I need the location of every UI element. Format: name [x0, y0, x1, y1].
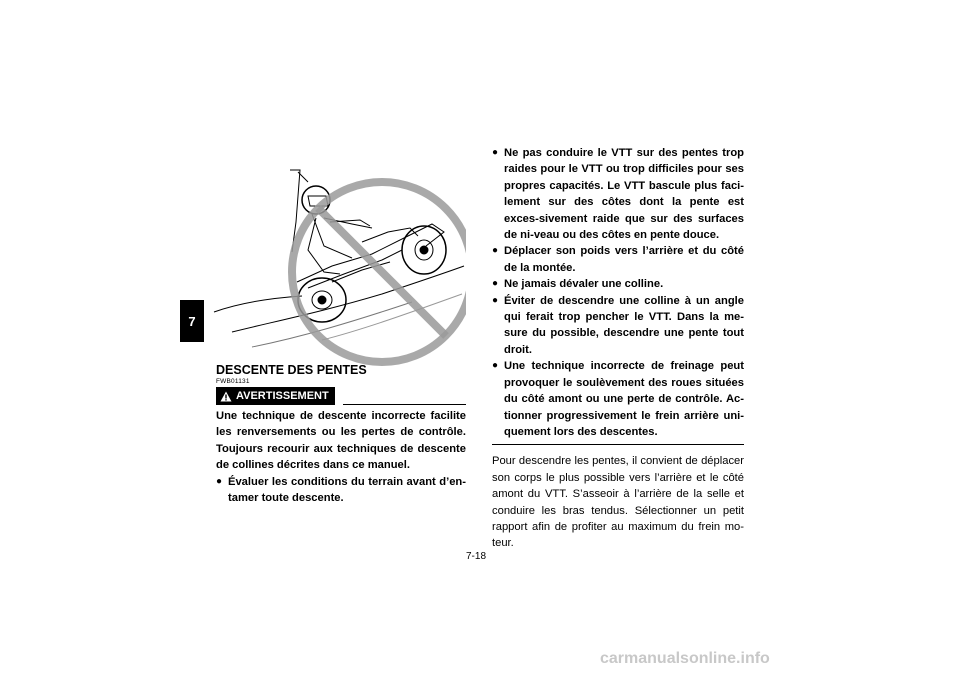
- bullet-item: [216, 474, 466, 507]
- bullet-text: Évaluer les conditions du terrain avant d’en-tamer toute descente.: [228, 475, 466, 505]
- bullet-text: Éviter de descendre une colline à un angle qui ferait trop pencher le VTT. Dans la me-sure du possible, descendre une pente tout droit.: [504, 294, 744, 356]
- bullet-icon: ●: [492, 294, 499, 306]
- bullet-icon: ●: [492, 147, 499, 158]
- warning-triangle-icon: [220, 391, 232, 402]
- bullet-item: [492, 358, 744, 440]
- chapter-tab: [180, 300, 204, 342]
- body-paragraph: Pour descendre les pentes, il convient de déplacer son corps le plus possible vers l’arrière et le côté amont du VTT. S’asseoir à l’arrière de la selle et conduire les bras tendus. Sélectionner un petit rapport afin de profiter au maximum du frein mo-teur.: [492, 455, 744, 550]
- warning-code: FWB01131: [216, 378, 250, 385]
- right-column: [492, 145, 744, 552]
- warning-rule: [343, 404, 466, 405]
- bullet-icon: ●: [492, 278, 499, 290]
- section-title: DESCENTE DES PENTES: [216, 363, 367, 377]
- bullet-text: Une technique incorrecte de freinage peut provoquer le soulèvement des roues situées du côté amont ou une perte de contrôle. Ac-tionner progressivement le frein arrière uni-quement lors des descentes.: [504, 360, 744, 438]
- chapter-number: 7: [188, 313, 196, 329]
- bullet-item: [492, 145, 744, 243]
- warning-end-rule: [492, 444, 744, 445]
- bullet-text: Ne pas conduire le VTT sur des pentes trop raides pour le VTT ou trop difficiles pour ses propres capacités. Le VTT bascule plus faci-lement sur des côtes dont la pente est exces-sivement raide que sur des surfaces de ni-veau ou des côtes en pente douce.: [504, 147, 744, 242]
- bullet-icon: ●: [492, 245, 499, 257]
- warning-intro: Une technique de descente incorrecte facilite les renversements ou les pertes de contrôle. Toujours recourir aux techniques de descente de collines décrites dans ce manuel.: [216, 410, 466, 472]
- page-number: 7-18: [466, 551, 487, 562]
- bullet-item: [492, 243, 744, 276]
- atv-downhill-illustration: [212, 162, 466, 366]
- bullet-item: [492, 276, 744, 292]
- bullet-text: Ne jamais dévaler une colline.: [504, 278, 664, 291]
- bullet-icon: ●: [492, 360, 499, 372]
- warning-badge: [216, 387, 335, 405]
- warning-header: [216, 387, 466, 405]
- warning-label: AVERTISSEMENT: [236, 390, 329, 402]
- bullet-icon: ●: [216, 475, 223, 487]
- bullet-text: Déplacer son poids vers l’arrière et du côté de la montée.: [504, 245, 744, 274]
- watermark-link[interactable]: carmanualsonline.info: [600, 650, 770, 667]
- bullet-item: [492, 293, 744, 359]
- left-column: [216, 363, 466, 506]
